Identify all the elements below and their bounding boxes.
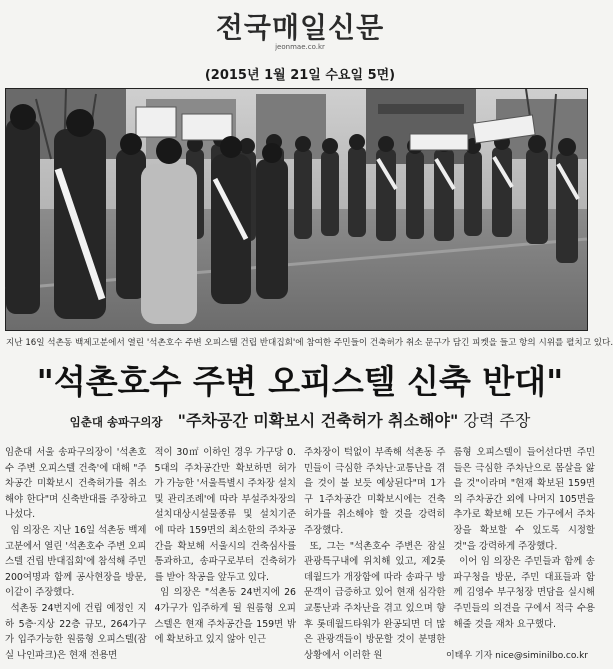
reporter-credit: 이태우 기자 nice@siminilbo.co.kr xyxy=(445,651,588,661)
paragraph: 석촌동 24번지에 건립 예정인 지하 5층·지상 22층 규모, 264가구가 입주가능한 원룸형 오피스텔(잠실 나인파크)은 현재 전용면 xyxy=(5,602,147,661)
paragraph: 주차장이 턱없이 부족해 석촌동 주민들이 극심한 주차난·교통난을 겪을 것이 불 보듯 예상된다"며 1가구 1주차공간 미확보시에는 건축허가를 취소해야 할 것을 강력히 주장했다. xyxy=(304,447,446,536)
subheadline-tail: 강력 주장 xyxy=(463,411,531,430)
article-column-3 xyxy=(304,445,446,661)
paragraph: 룸형 오피스텔이 들어선다면 주민들은 극심한 주차난으로 몸살을 앓을 것"이라며 "현재 확보된 159면의 주차공간 외에 나머지 105면을 추가로 확보해 모든 가구에서 주차장을 확보할 수 있도록 시정할 것"을 강력하게 주장했다. xyxy=(453,447,595,552)
protest-photo xyxy=(5,88,588,331)
paragraph: 임 의장은 지난 16일 석촌동 백제고분에서 열린 '석촌호수 주변 오피스텔 건립 반대집회'에 참석해 주민 200여명과 함께 공사현장을 방문, 이같이 주장했다. xyxy=(5,524,147,599)
article-column-4 xyxy=(454,445,596,645)
paragraph: 적이 30㎡ 이하인 경우 가구당 0.5대의 주차공간만 확보하면 허가가 가능한 '서울특별시 주차장 설치 및 관리조례'에 따라 부설주차장의 설치대상시설물종류 및 설치기준에 따라 159면의 최소한의 주차공간을 확보해 서울시의 건축심사를 통과하고, 송파구로부터 건축허가를 받아 착공을 앞두고 있다. xyxy=(154,447,296,583)
subheadline-quote: "주차공간 미확보시 건축허가 취소해야" xyxy=(177,411,459,430)
paragraph: 이어 임 의장은 주민들과 함께 송파구청을 방문, 주민 대표들과 함께 김영수 부구청장 면담을 실시해 주민들의 의견을 구에서 적극 수용해줄 것을 재차 요구했다. xyxy=(453,556,595,630)
newspaper-name: 전국매일신문 xyxy=(215,11,385,44)
subheading-row xyxy=(0,408,600,431)
photo-caption: 지난 16일 석촌동 백제고분에서 열린 '석촌호수 주변 오피스텔 건립 반대집회'에 참여한 주민들이 건축허가 취소 문구가 담긴 피켓을 들고 항의 시위를 펼치고 있다. xyxy=(6,338,613,348)
paragraph: 임 의장은 "석촌동 24번지에 264가구가 입주하게 될 원룸형 오피스텔은 현재 주차공간을 159면 밖에 확보하고 있지 않아 인근 xyxy=(154,587,296,646)
article-column-2 xyxy=(155,445,297,645)
protest-photo-image xyxy=(6,89,587,330)
subheadline xyxy=(178,411,531,430)
newspaper-url: jeonmae.co.kr xyxy=(275,43,325,51)
paragraph: 또, 그는 "석촌호수 주변은 잠실 관광특구내에 위치해 있고, 제2롯데월드가 개장함에 따라 송파구 방문객이 급증하고 있어 현재 심각한 교통난과 주차난을 겪고 있으며 향후 롯데월드타워가 완공되면 더 많은 관광객들이 방문할 것이 분명한 상황에서 이러한 원 xyxy=(304,540,446,661)
article-headline: "석촌호수 주변 오피스텔 신축 반대" xyxy=(36,362,564,401)
paragraph: 임춘대 서울 송파구의장이 '석촌호수 주변 오피스텔 건축'에 대해 "주차공간 미확보시 건축허가를 취소해야 한다"며 신축반대를 주장하고 나섰다. xyxy=(5,447,147,521)
subject-byline: 임춘대 송파구의장 xyxy=(69,415,163,429)
dateline: (2015년 1월 21일 수요일 5면) xyxy=(204,68,396,83)
article-column-1 xyxy=(5,445,147,661)
masthead xyxy=(0,6,600,51)
